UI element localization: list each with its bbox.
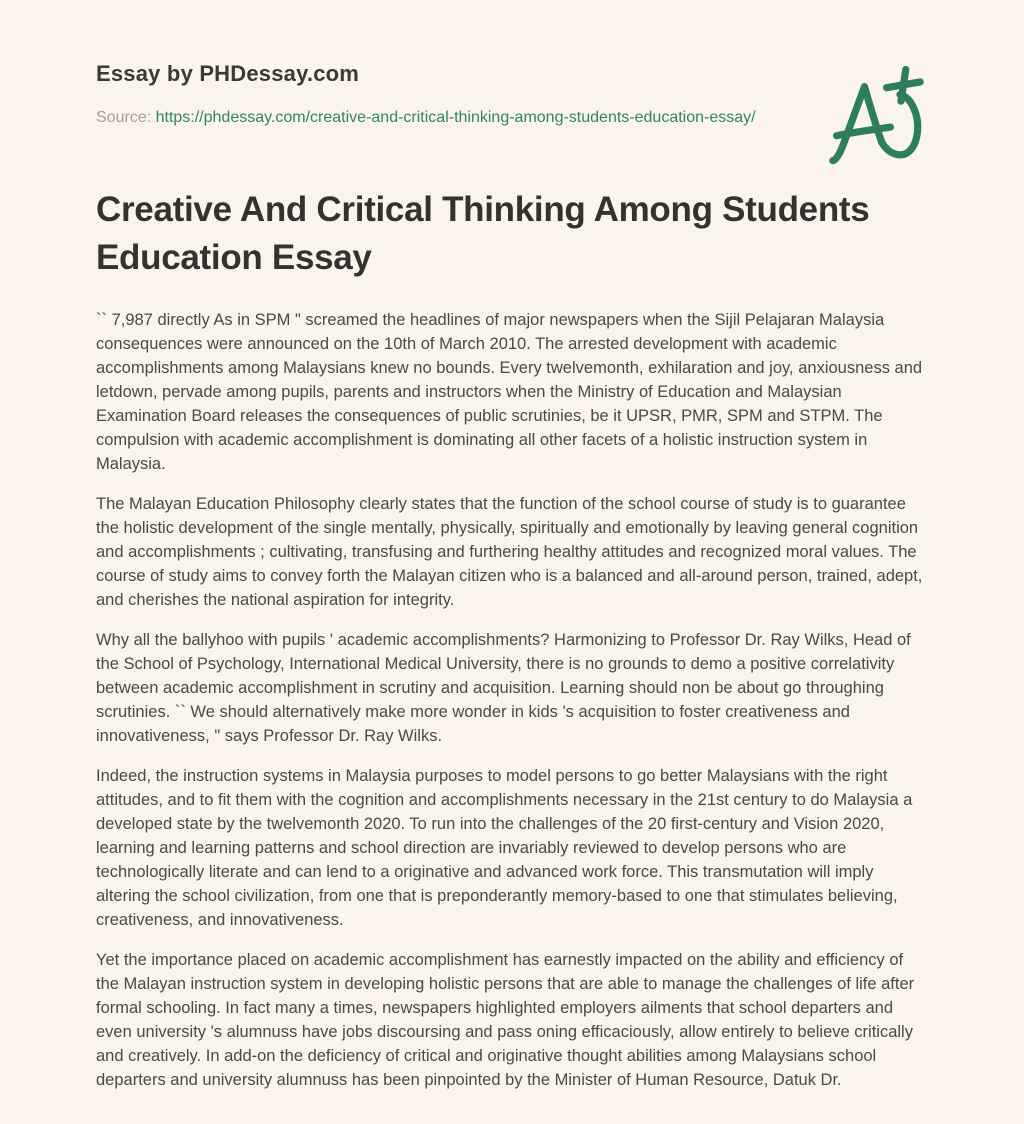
essay-paragraph: Yet the importance placed on academic accomplishment has earnestly impacted on the ability and efficiency of the Malayan instruction system in developing holistic persons that are able to manage the challenges of life after formal schooling. In fact many a times, newspapers highlighted employers ailments that school departers and even university 's alumnuss have jobs discoursing and pass oning efficaciously, allow entirely to believe critically and creatively. In add-on the deficiency of critical and originative thought abilities among Malaysians school departers and university alumnuss has been pinpointed by the Minister of Human Resource, Datuk Dr. bbox=[96, 951, 915, 1089]
essay-title: Creative And Critical Thinking Among Students Education Essay bbox=[96, 190, 870, 277]
essay-body bbox=[96, 308, 930, 1092]
essay-paragraph: Indeed, the instruction systems in Malaysia purposes to model persons to go better Malaysians with the right attitudes, and to fit them with the cognition and accomplishments necessary in the 21st century to do Malaysia a developed state by the twelvemonth 2020. To run into the challenges of the 20 first-century and Vision 2020, learning and learning patterns and school direction are invariably reviewed to develop persons who are technologically literate and can lend to a originative and advanced work force. This transmutation will imply altering the school civilization, from one that is preponderantly memory-based to one that stimulates believing, creativeness, and innovativeness. bbox=[96, 767, 913, 929]
byline: Essay by PHDessay.com bbox=[96, 61, 360, 86]
source-line bbox=[96, 104, 761, 132]
essay-paragraph: The Malayan Education Philosophy clearly states that the function of the school course of study is to guarantee the holistic development of the single mentally, physically, spiritually and emotionally by leaving general cognition and accomplishments ; cultivating, transfusing and furthering healthy attitudes and recognized moral values. The course of study aims to convey forth the Malayan citizen who is a balanced and all-around person, trained, adept, and cherishes the national aspiration for integrity. bbox=[96, 495, 923, 609]
source-link[interactable]: https://phdessay.com/creative-and-critical-thinking-among-students-education-essay/ bbox=[155, 109, 756, 126]
phdessay-aplus-logo-icon bbox=[828, 66, 924, 168]
essay-paragraph: `` 7,987 directly As in SPM " screamed the headlines of major newspapers when the Sijil Pelajaran Malaysia consequences were announced on the 10th of March 2010. The arrested development with academic accomplishments among Malaysians knew no bounds. Every twelvemonth, exhilaration and joy, anxiousness and letdown, pervade among pupils, parents and instructors when the Ministry of Education and Malaysian Examination Board releases the consequences of public scrutinies, be it UPSR, PMR, SPM and STPM. The compulsion with academic accomplishment is dominating all other facets of a holistic instruction system in Malaysia. bbox=[96, 311, 923, 473]
essay-paragraph: Why all the ballyhoo with pupils ' academic accomplishments? Harmonizing to Professor Dr. Ray Wilks, Head of the School of Psychology, International Medical University, there is no grounds to demo a positive correlativity between academic accomplishment in scrutiny and acquisition. Learning should non be about go throughing scrutinies. `` We should alternatively make more wonder in kids 's acquisition to foster creativeness and innovativeness, " says Professor Dr. Ray Wilks. bbox=[96, 631, 911, 745]
source-label: Source: bbox=[96, 109, 152, 126]
